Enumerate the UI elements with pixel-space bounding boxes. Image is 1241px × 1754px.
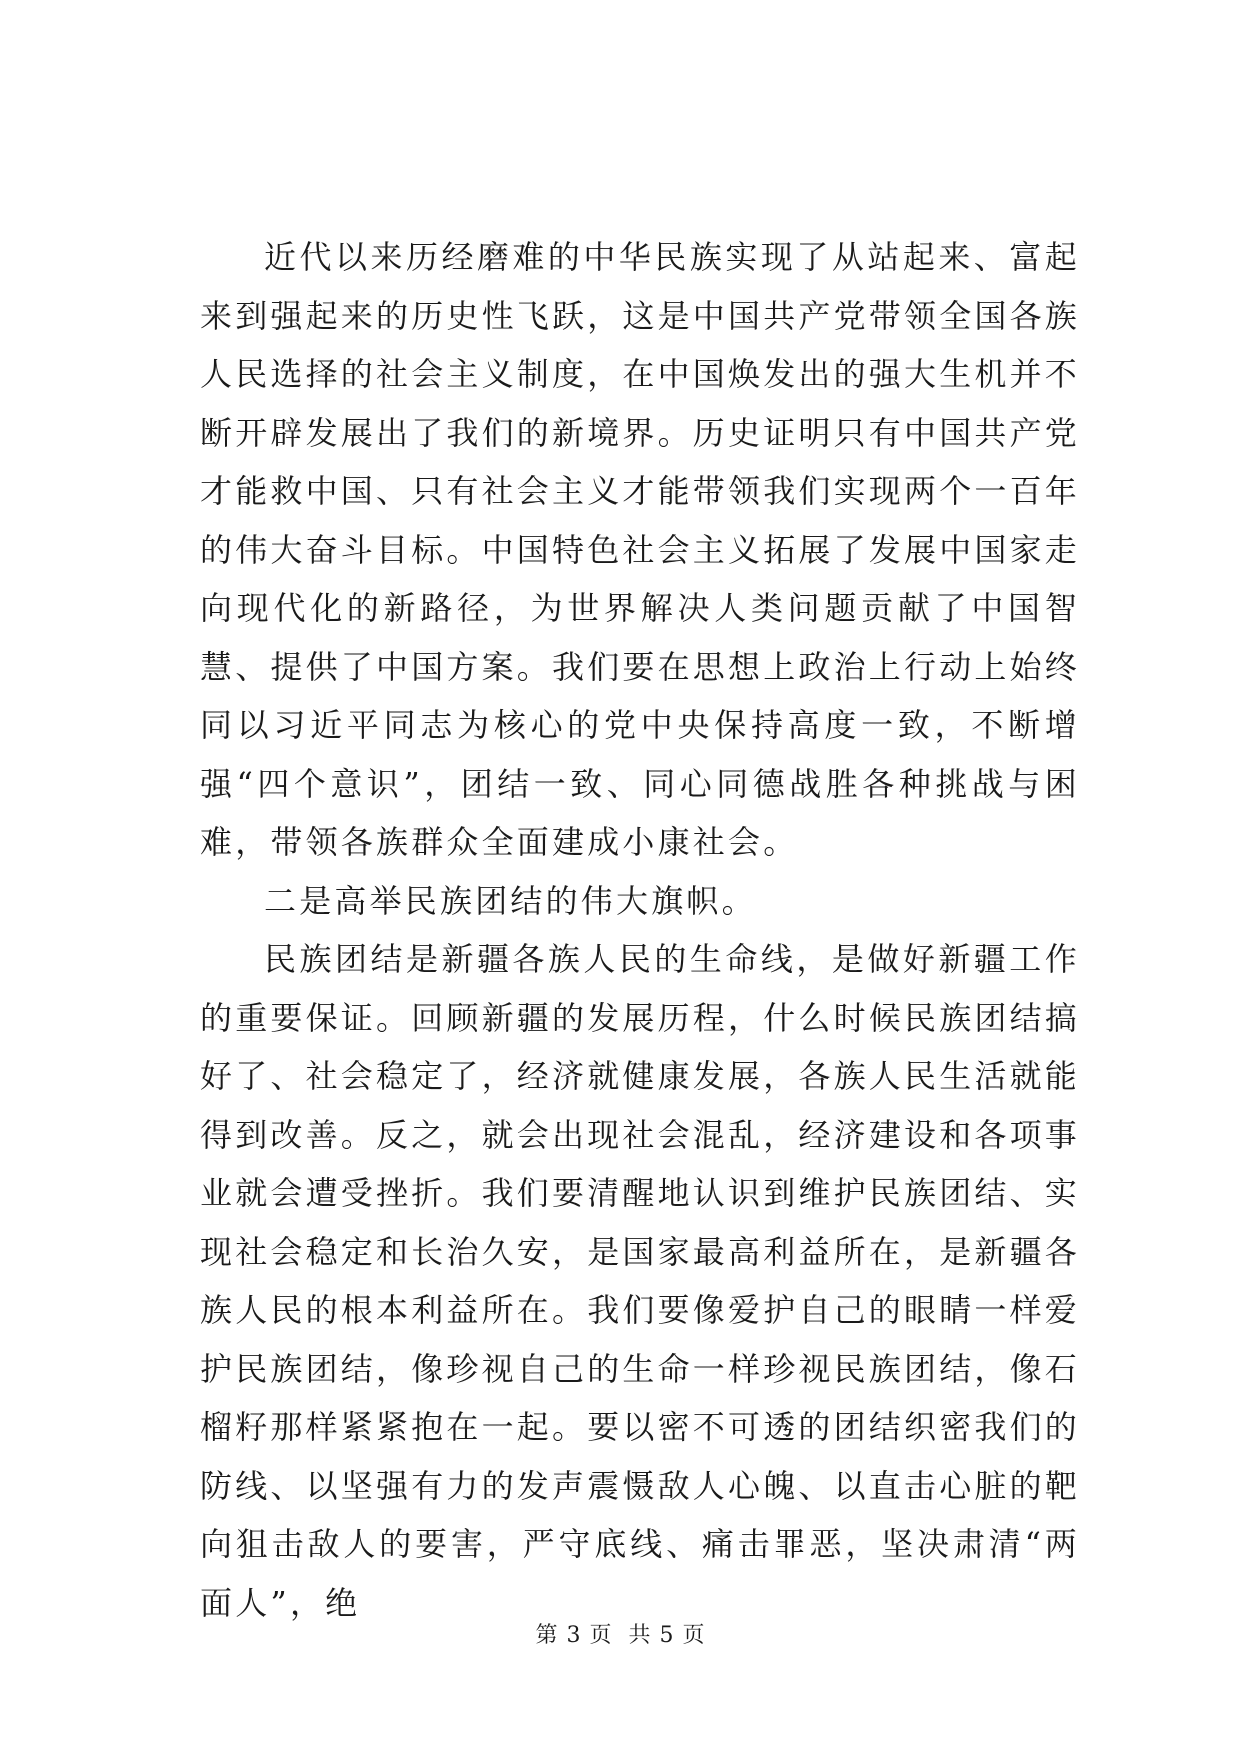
paragraph-2-heading: 二是高举民族团结的伟大旗帜。 — [264, 881, 757, 920]
page-number-label: 第 3 页 共 5 页 — [535, 1623, 706, 1648]
paragraph-1: 近代以来历经磨难的中华民族实现了从站起来、富起来到强起来的历史性飞跃，这是中国共产党带领全国各族人民选择的社会主义制度，在中国焕发出的强大生机并不断开辟发展出了我们的新境界。历史证明只有中国共产党才能救中国、只有社会主义才能带领我们实现两个一百年的伟大奋斗目标。中国特色社会主义拓展了发展中国家走向现代化的新路径，为世界解决人类问题贡献了中国智慧、提供了中国方案。我们要在思想上政治上行动上始终同以习近平同志为核心的党中央保持高度一致，不断增强“四个意识”，团结一致、同心同德战胜各种挑战与困难，带领各族群众全面建成小康社会。 — [200, 238, 1081, 861]
document-body — [200, 228, 1080, 1632]
paragraph-3: 民族团结是新疆各族人民的生命线，是做好新疆工作的重要保证。回顾新疆的发展历程，什么时候民族团结搞好了、社会稳定了，经济就健康发展，各族人民生活就能得到改善。反之，就会出现社会混乱，经济建设和各项事业就会遭受挫折。我们要清醒地认识到维护民族团结、实现社会稳定和长治久安，是国家最高利益所在，是新疆各族人民的根本利益所在。我们要像爱护自己的眼睛一样爱护民族团结，像珍视自己的生命一样珍视民族团结，像石榴籽那样紧紧抱在一起。要以密不可透的团结织密我们的防线、以坚强有力的发声震慑敌人心魄、以直击心脏的靶向狙击敌人的要害，严守底线、痛击罪恶，坚决肃清“两面人”，绝 — [200, 940, 1081, 1622]
page-footer — [0, 1618, 1241, 1649]
